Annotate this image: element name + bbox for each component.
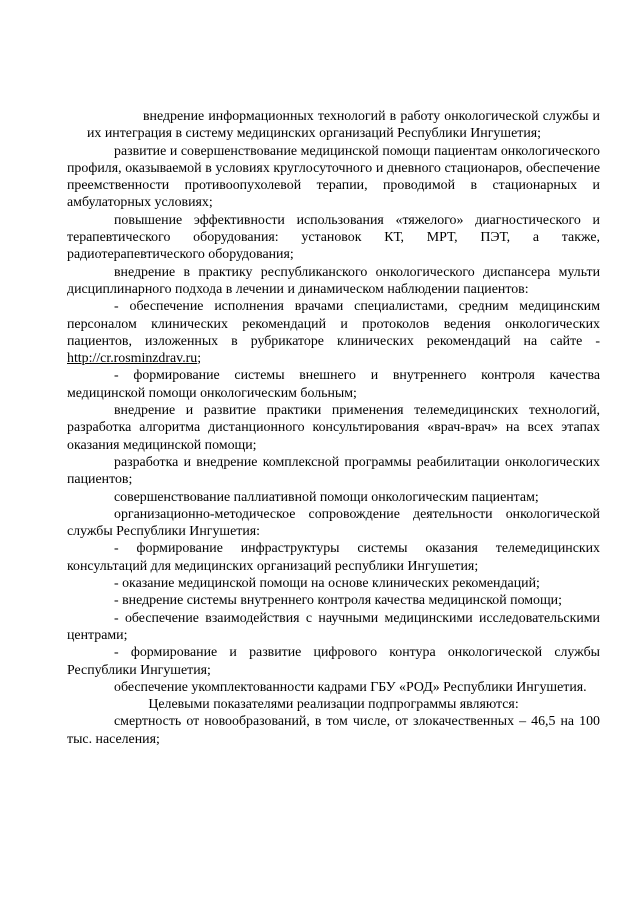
paragraph-quality-control-system: - формирование системы внешнего и внутреннего контроля качества медицинской помощи онкологическим больным;	[67, 368, 600, 401]
paragraph-equipment-efficiency: повышение эффективности использования «тяжелого» диагностического и терапевтического оборудования: установок КТ, МРТ, ПЭТ, а также, радиотерапевтического оборудования;	[67, 212, 600, 263]
paragraph-mortality: смертность от новообразований, в том числе, от злокачественных – 46,5 на 100 тыс. населения;	[67, 714, 600, 747]
paragraph-staffing: обеспечение укомплектованности кадрами ГБУ «РОД» Республики Ингушетия.	[114, 679, 587, 695]
paragraph-digital-contour: - формирование и развитие цифрового контура онкологической службы Республики Ингушетия;	[67, 645, 600, 678]
paragraph-rehabilitation: разработка и внедрение комплексной программы реабилитации онкологических пациентов;	[67, 454, 600, 488]
clinical-recommendations-text: - обеспечение исполнения врачами специалистами, средним медицинским персоналом клинических рекомендаций и протоколов ведения онкологических пациентов, изложенных в рубрикаторе клинических рекомендаций на сайте -	[67, 299, 600, 349]
paragraph-it-integration: внедрение информационных технологий в работу онкологической службы и их интеграция в систему медицинских организаций Республики Ингушетия;	[87, 109, 600, 142]
paragraph-methodical-support: организационно-методическое сопровождение деятельности онкологической службы Республики Ингушетия:	[67, 506, 600, 540]
document-body	[67, 108, 600, 748]
paragraph-multidisciplinary-approach: внедрение в практику республиканского онкологического диспансера мульти дисциплинарного подхода в лечении и динамическом наблюдении пациентов:	[67, 264, 600, 297]
paragraph-telemedicine: внедрение и развитие практики применения телемедицинских технологий, разработка алгоритма дистанционного консультирования «врач-врач» на всех этапах оказания медицинской помощи;	[67, 403, 600, 453]
rosminzdrav-link[interactable]: http://cr.rosminzdrav.ru	[67, 351, 198, 367]
paragraph-telemedicine-infrastructure: - формирование инфраструктуры системы оказания телемедицинских консультаций для медицинских организаций республики Ингушетия;	[67, 541, 600, 574]
paragraph-research-centers: - обеспечение взаимодействия с научными медицинскими исследовательскими центрами;	[67, 610, 600, 643]
paragraph-medical-care-development: развитие и совершенствование медицинской помощи пациентам онкологического профиля, оказываемой в условиях круглосуточного и дневного стационаров, обеспечение преемственности противоопухолевой терапии, проводимой в стационарных и амбулаторных условиях;	[67, 143, 600, 211]
paragraph-internal-quality-control: - внедрение системы внутреннего контроля качества медицинской помощи;	[114, 593, 562, 609]
target-indicators-heading: Целевыми показателями реализации подпрограммы являются:	[148, 697, 519, 713]
paragraph-clinical-based-care: - оказание медицинской помощи на основе клинических рекомендаций;	[114, 576, 540, 592]
paragraph-clinical-recommendations	[67, 298, 600, 367]
paragraph-palliative-care: совершенствование паллиативной помощи онкологическим пациентам;	[114, 489, 539, 505]
clinical-recommendations-end: ;	[197, 351, 202, 367]
